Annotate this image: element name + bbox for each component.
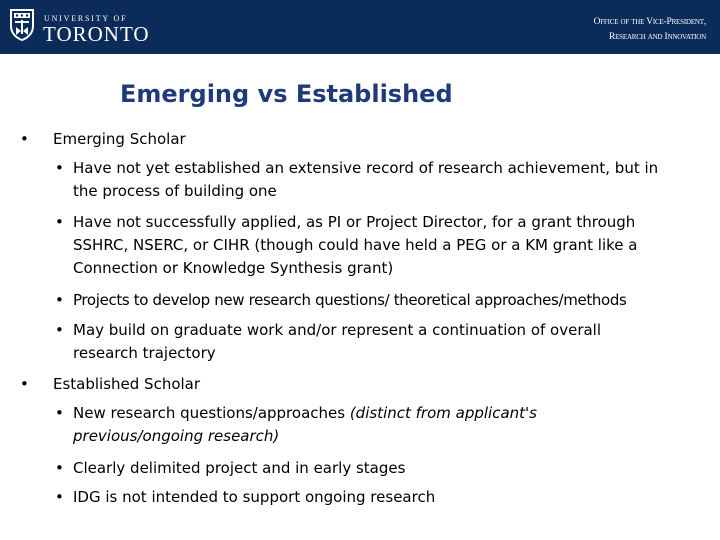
bullet-icon: • <box>55 404 64 422</box>
bullet-icon: • <box>55 488 64 506</box>
list-item-text <box>73 402 713 425</box>
office-line-2: Research and Innovation <box>608 32 706 42</box>
toronto-wordmark: TORONTO <box>43 22 150 46</box>
bullet-icon: • <box>55 321 64 339</box>
university-of-text: UNIVERSITY OF <box>44 14 128 23</box>
list-item-text: Clearly delimited project and in early stages <box>73 459 406 477</box>
list-item-text-italic: (distinct from applicant's <box>349 404 537 422</box>
list-item-text: the process of building one <box>73 182 277 200</box>
list-item-text: Have not successfully applied, as PI or Project Director, for a grant through <box>73 213 636 231</box>
bullet-icon: • <box>55 213 64 231</box>
list-item-text: IDG is not intended to support ongoing research <box>73 488 436 506</box>
list-item-text: May build on graduate work and/or represent a continuation of overall <box>73 321 602 339</box>
list-item-text: research trajectory <box>73 344 216 362</box>
list-item-text: Have not yet established an extensive record of research achievement, but in <box>73 159 659 177</box>
bullet-icon: • <box>20 130 29 148</box>
list-item-text: Connection or Knowledge Synthesis grant) <box>73 259 394 277</box>
section-heading: Emerging Scholar <box>53 130 186 148</box>
bullet-icon: • <box>55 159 64 177</box>
list-item-text: SSHRC, NSERC, or CIHR (though could have held a PEG or a KM grant like a <box>73 236 638 254</box>
list-item-text-italic: previous/ongoing research) <box>73 427 280 445</box>
list-item-text-plain: New research questions/approaches <box>73 404 350 422</box>
office-line-1: Office of the Vice-President, <box>593 17 706 27</box>
bullet-icon: • <box>55 459 64 477</box>
bullet-icon: • <box>55 291 64 309</box>
bullet-icon: • <box>20 375 29 393</box>
list-item-text: Projects to develop new research questions/ theoretical approaches/methods <box>73 291 627 309</box>
section-heading: Established Scholar <box>53 375 201 393</box>
slide-title: Emerging vs Established <box>120 80 453 108</box>
